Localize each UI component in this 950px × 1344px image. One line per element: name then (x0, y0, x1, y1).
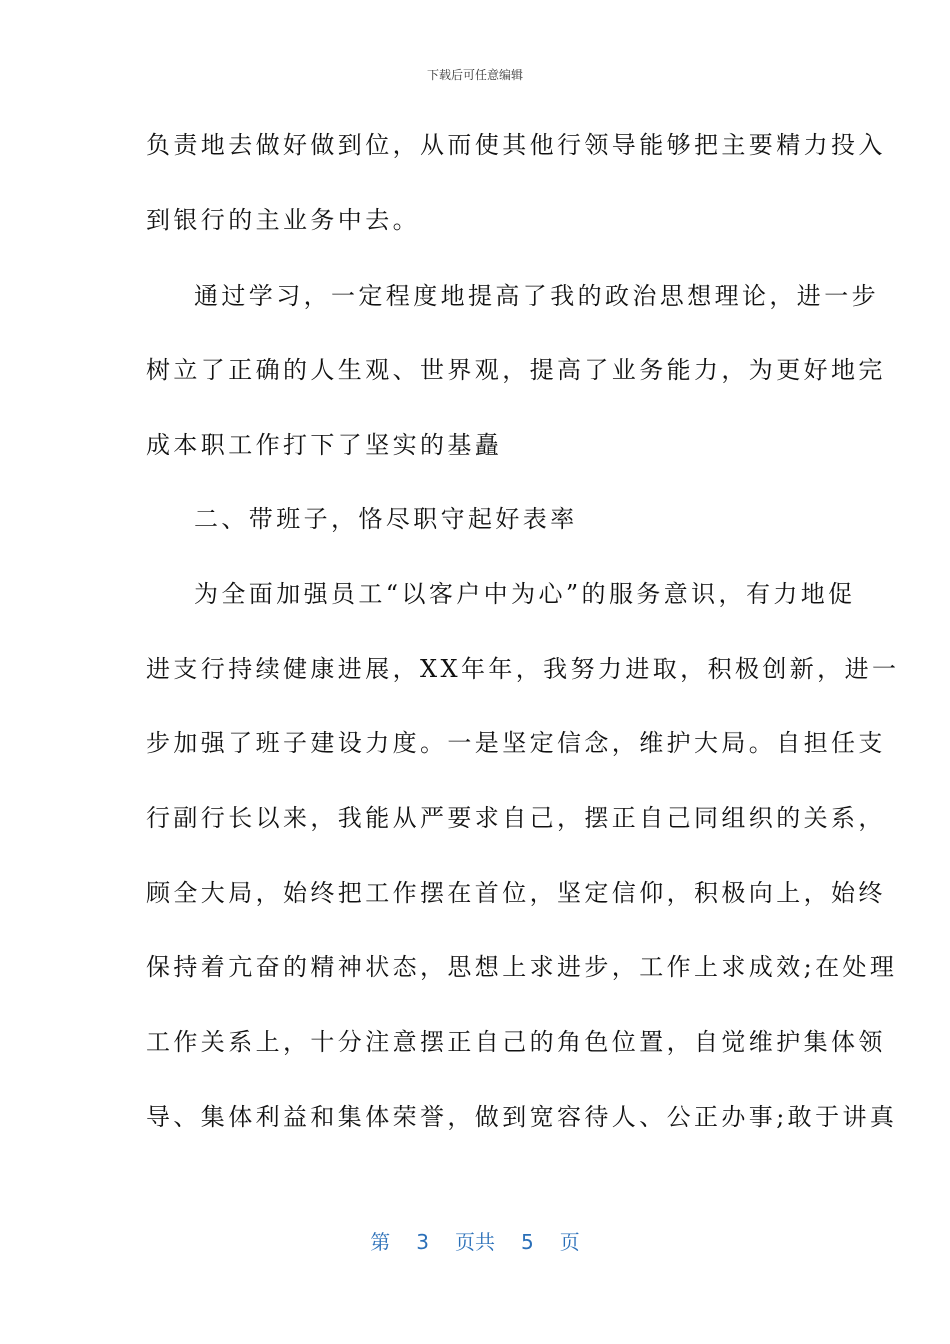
section-heading: 二、带班子，恪尽职守起好表率 (194, 505, 578, 533)
current-page-number: 3 (416, 1230, 429, 1254)
text-line: 行副行长以来，我能从严要求自己，摆正自己同组织的关系， (146, 804, 886, 832)
footer-middle: 页共 (455, 1230, 495, 1254)
text-line: 保持着亢奋的精神状态，思想上求进步，工作上求成效;在处理 (146, 953, 898, 981)
footer-suffix: 页 (559, 1230, 580, 1254)
header-note: 下载后可任意编辑 (426, 68, 523, 82)
total-pages-number: 5 (521, 1230, 534, 1254)
text-line: 工作关系上，十分注意摆正自己的角色位置，自觉维护集体领 (146, 1028, 886, 1056)
footer-prefix: 第 (370, 1230, 391, 1254)
text-line: 顾全大局，始终把工作摆在首位，坚定信仰，积极向上，始终 (146, 879, 886, 907)
text-line: 到银行的主业务中去。 (146, 206, 420, 234)
text-line: 成本职工作打下了坚实的基矗 (146, 431, 503, 459)
text-line: 进支行持续健康进展，XX年年，我努力进取，积极创新，进一 (146, 655, 900, 683)
text-line: 树立了正确的人生观、世界观，提高了业务能力，为更好地完 (146, 356, 886, 384)
text-line: 通过学习，一定程度地提高了我的政治思想理论，进一步 (194, 282, 879, 310)
page-footer (0, 1226, 950, 1255)
text-line: 负责地去做好做到位，从而使其他行领导能够把主要精力投入 (146, 131, 886, 159)
text-line: 步加强了班子建设力度。一是坚定信念，维护大局。自担任支 (146, 729, 886, 757)
text-line: 导、集体利益和集体荣誉，做到宽容待人、公正办事;敢于讲真 (146, 1103, 898, 1131)
text-line: 为全面加强员工“以客户中为心”的服务意识，有力地促 (194, 580, 856, 608)
